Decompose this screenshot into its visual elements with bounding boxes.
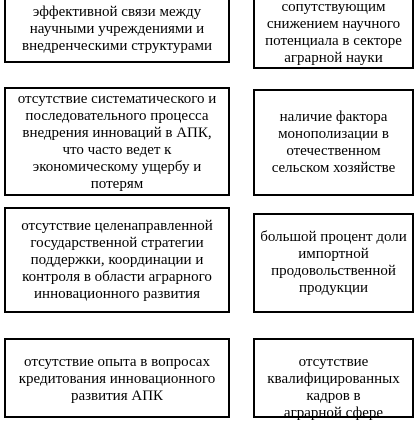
factor-text: государственной стратегии xyxy=(30,234,204,251)
factor-text: отсутствие xyxy=(298,354,369,370)
factor-text: большой процент доли xyxy=(260,229,407,245)
factor-text: потенциала в секторе xyxy=(265,32,402,49)
factor-box-3 xyxy=(4,87,230,196)
factor-text: последовательного процесса xyxy=(25,107,209,124)
factor-text: развития АПК xyxy=(70,388,164,404)
factor-box-4 xyxy=(253,89,414,196)
factor-box-8 xyxy=(253,338,414,421)
factor-text: контроля в области аграрного xyxy=(22,268,212,285)
factor-text: монополизации в xyxy=(278,125,389,142)
factor-text: наличие фактора xyxy=(279,108,388,125)
factor-text: экономическому ущербу и xyxy=(32,158,202,175)
factor-text: потерям xyxy=(90,175,144,192)
factor-text: внедренческими структурами xyxy=(21,38,213,54)
factor-text: кредитования инновационного xyxy=(18,371,216,387)
factor-box-7 xyxy=(4,338,230,418)
factor-text: отсутствие систематического и xyxy=(17,90,217,107)
factor-box-2 xyxy=(253,0,414,69)
factor-text: снижением научного xyxy=(266,15,401,32)
factor-text: научными учреждениями и xyxy=(29,21,205,37)
factor-text: продукции xyxy=(298,280,369,296)
factor-text: инновационного развития xyxy=(34,285,200,302)
factor-text: квалифицированных xyxy=(267,371,400,387)
factor-text: отсутствие целенаправленной xyxy=(21,217,213,234)
factor-text: поддержки, координации и xyxy=(30,251,204,268)
factor-text: продовольственной xyxy=(271,263,396,279)
factor-text: аграрной науки xyxy=(284,49,383,66)
factor-text: импортной xyxy=(298,246,369,262)
factor-text: внедрения инноваций в АПК, xyxy=(22,124,212,141)
factor-box-1 xyxy=(4,0,230,63)
factor-text: отечественном xyxy=(286,142,381,159)
factor-text: отсутствие опыта в вопросах xyxy=(24,354,210,370)
factor-text: сельском хозяйстве xyxy=(271,159,396,176)
factor-box-5 xyxy=(4,207,230,313)
factor-box-6 xyxy=(253,213,414,313)
factor-text: кадров в xyxy=(306,388,361,404)
factor-text: что часто ведет к xyxy=(62,141,172,158)
factor-text: аграрной сфере xyxy=(283,405,384,421)
factor-text: эффективной связи между xyxy=(32,4,202,20)
factor-text: сопутствующим xyxy=(281,0,386,15)
